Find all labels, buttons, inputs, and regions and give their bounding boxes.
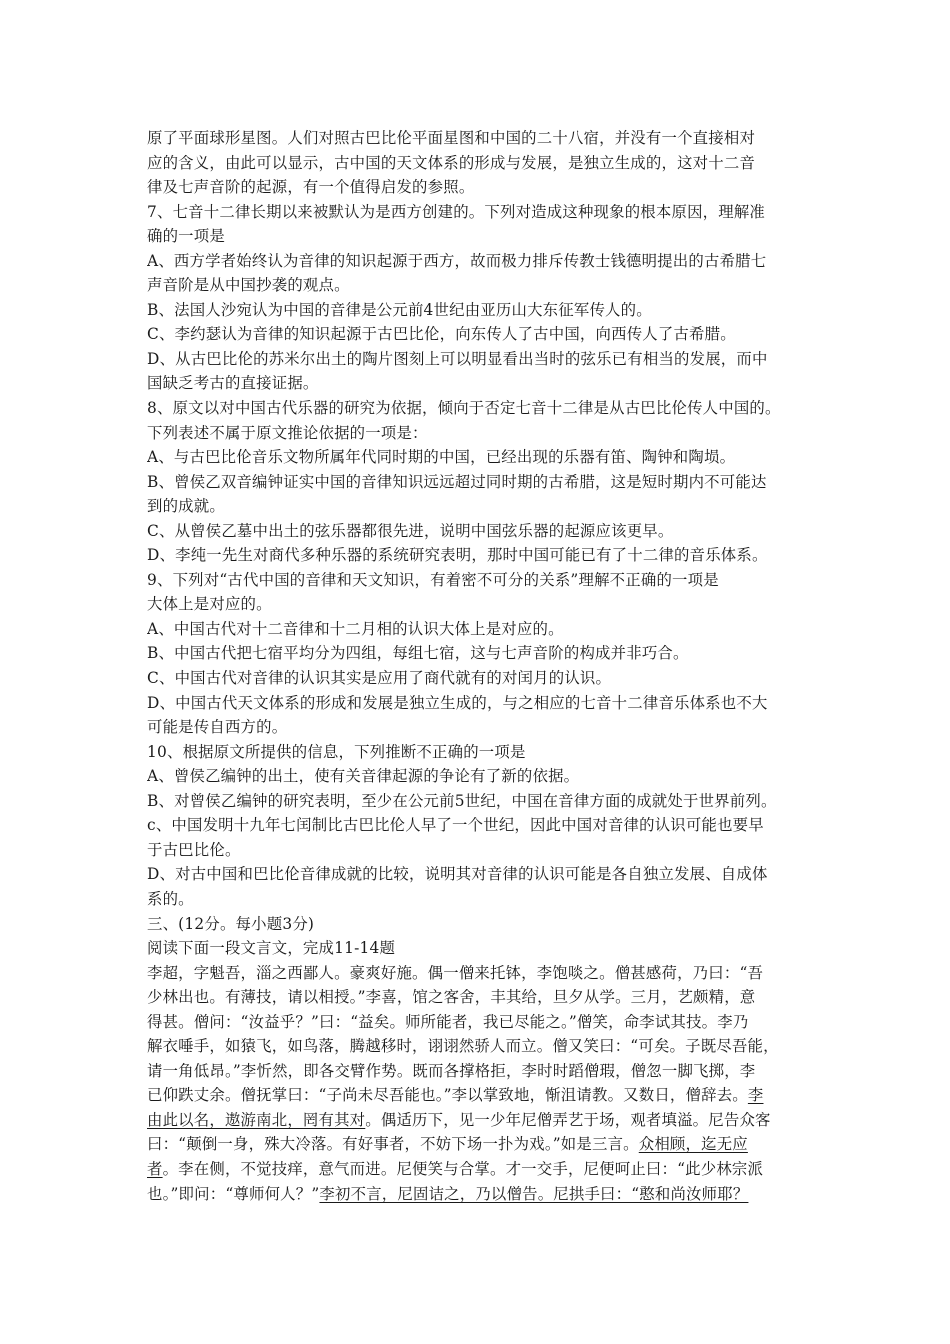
text-segment: 三、(12分。每小题3分): [147, 914, 315, 933]
text-segment: 得甚。僧问：“汝益乎？”曰：“益矣。师所能者，我已尽能之。”僧笑，命李试其技。李乃: [147, 1012, 749, 1031]
text-line: [147, 224, 837, 249]
text-segment: 7、七音十二律长期以来被默认为是西方创建的。下列对造成这种现象的根本原因，理解准: [147, 202, 766, 221]
text-segment: 大体上是对应的。: [147, 595, 272, 614]
text-line: [147, 740, 837, 765]
text-line: [147, 592, 837, 617]
text-line: [147, 200, 837, 225]
text-line: [147, 912, 837, 937]
text-segment: 原了平面球形星图。人们对照古巴比伦平面星图和中国的二十八宿，并没有一个直接相对: [147, 129, 756, 147]
text-line: [147, 1034, 837, 1059]
text-line: [147, 421, 837, 446]
text-segment: A、中国古代对十二音律和十二月相的认识大体上是对应的。: [147, 619, 564, 638]
text-line: [147, 764, 837, 789]
underlined-text: 李初不言，尼固诘之，乃以僧告。尼拱手曰：“憨和尚汝师耶？: [319, 1184, 749, 1203]
text-line: [147, 1083, 837, 1108]
text-line: [147, 445, 837, 470]
text-line: [147, 175, 837, 200]
text-line: [147, 273, 837, 298]
text-line: [147, 666, 837, 691]
text-line: [147, 347, 837, 372]
text-line: [147, 1010, 837, 1035]
text-line: [147, 862, 837, 887]
text-segment: 应的含义，由此可以显示，古中国的天文体系的形成与发展，是独立生成的，这对十二音: [147, 153, 756, 172]
underlined-text: 众相顾，迄无应: [638, 1135, 748, 1154]
text-line: [147, 936, 837, 961]
text-segment: 8、原文以对中国古代乐器的研究为依据，倾向于否定七音十二律是从古巴比伦传人中国的。: [147, 399, 781, 418]
text-segment: 解衣唾手，如猿飞，如鸟落，腾越移时，诩诩然骄人而立。僧又笑曰：“可矣。子既尽吾能，: [147, 1037, 779, 1056]
text-segment: A、西方学者始终认为音律的知识起源于西方，故而极力排斥传教士钱德明提出的古希腊七: [147, 251, 767, 270]
text-line: [147, 961, 837, 986]
text-segment: 于古巴比伦。: [147, 840, 241, 859]
text-line: [147, 396, 837, 421]
document-text: [147, 126, 837, 1206]
text-segment: D、对古中国和巴比伦音律成就的比较，说明其对音律的认识可能是各自独立发展、自成体: [147, 865, 768, 884]
text-line: [147, 1108, 837, 1133]
text-segment: C、李约瑟认为音律的知识起源于古巴比伦，向东传人了古中国，向西传人了古希腊。: [147, 325, 736, 344]
text-segment: 律及七声音阶的起源，有一个值得启发的参照。: [147, 178, 475, 197]
text-segment: 系的。: [147, 889, 194, 908]
text-segment: 少林出也。有薄技，请以相授。”李喜，馆之客舍，丰其给，旦夕从学。三月，艺颇精，意: [147, 988, 756, 1007]
underlined-text: 者: [147, 1159, 163, 1178]
text-segment: A、与古巴比伦音乐文物所属年代同时期的中国，已经出现的乐器有笛、陶钟和陶埙。: [147, 448, 736, 467]
text-segment: 9、下列对“古代中国的音律和天文知识，有着密不可分的关系”理解不正确的一项是: [147, 570, 719, 589]
text-segment: 李超，字魁吾，淄之西鄙人。豪爽好施。偶一僧来托钵，李饱啖之。僧甚感荷，乃曰：“吾: [147, 963, 764, 982]
text-segment: 国缺乏考古的直接证据。: [147, 374, 319, 393]
text-line: [147, 126, 837, 151]
text-segment: c、中国发明十九年七闰制比古巴比伦人早了一个世纪，因此中国对音律的认识可能也要早: [147, 816, 764, 835]
text-segment: B、对曾侯乙编钟的研究表明，至少在公元前5世纪，中国在音律方面的成就处于世界前列。: [147, 791, 777, 810]
text-segment: 下列表述不属于原文推论依据的一项是：: [147, 423, 428, 442]
text-line: [147, 494, 837, 519]
text-segment: D、李纯一先生对商代多种乐器的系统研究表明，那时中国可能已有了十二律的音乐体系。: [147, 546, 768, 565]
text-segment: B、法国人沙宛认为中国的音律是公元前4世纪由亚历山大东征军传人的。: [147, 300, 652, 319]
underlined-text: 李: [747, 1086, 764, 1105]
text-line: [147, 1157, 837, 1182]
text-segment: B、中国古代把七宿平均分为四组，每组七宿，这与七声音阶的构成并非巧合。: [147, 644, 689, 663]
text-line: [147, 1182, 837, 1207]
text-segment: D、中国古代天文体系的形成和发展是独立生成的，与之相应的七音十二律音乐体系也不大: [147, 693, 768, 712]
text-line: [147, 789, 837, 814]
text-line: [147, 838, 837, 863]
text-line: [147, 543, 837, 568]
text-segment: C、从曾侯乙墓中出土的弦乐器都很先进，说明中国弦乐器的起源应该更早。: [147, 521, 674, 540]
text-line: [147, 519, 837, 544]
text-segment: B、曾侯乙双音编钟证实中国的音律知识远远超过同时期的古希腊，这是短时期内不可能达: [147, 472, 767, 491]
text-line: [147, 1059, 837, 1084]
text-segment: 。偶适历下，见一少年尼僧弄艺于场，观者填溢。尼告众客: [365, 1110, 771, 1129]
text-line: [147, 298, 837, 323]
text-segment: A、曾侯乙编钟的出土，使有关音律起源的争论有了新的依据。: [147, 767, 580, 786]
text-segment: 曰：“颠倒一身，殊大冷落。有好事者，不妨下场一扑为戏。”如是三言。: [147, 1135, 639, 1154]
text-line: [147, 249, 837, 274]
text-segment: C、中国古代对音律的认识其实是应用了商代就有的对闰月的认识。: [147, 669, 612, 688]
text-segment: 到的成就。: [147, 497, 225, 516]
text-line: [147, 322, 837, 347]
text-segment: 可能是传自西方的。: [147, 718, 288, 737]
text-segment: D、从古巴比伦的苏米尔出土的陶片图刻上可以明显看出当时的弦乐已有相当的发展，而中: [147, 349, 768, 368]
text-segment: 确的一项是: [147, 227, 225, 246]
text-line: [147, 887, 837, 912]
text-line: [147, 1132, 837, 1157]
text-line: [147, 813, 837, 838]
text-line: [147, 568, 837, 593]
text-line: [147, 151, 837, 176]
text-segment: 已仰跌丈余。僧抚掌曰：“子尚未尽吾能也。”李以掌致地，惭沮请教。又数日，僧辞去。: [147, 1086, 748, 1105]
text-line: [147, 715, 837, 740]
text-segment: 。李在侧，不觉技痒，意气而进。尼便笑与合掌。才一交手，尼便呵止曰：“此少林宗派: [162, 1159, 764, 1178]
text-segment: 请一角低昂。”李忻然，即各交臂作势。既而各撑格拒，李时时蹈僧瑕，僧忽一脚飞掷，李: [147, 1061, 756, 1080]
text-segment: 声音阶是从中国抄袭的观点。: [147, 276, 350, 295]
underlined-text: 由此以名，遨游南北，罔有其对: [147, 1110, 366, 1129]
text-line: [147, 470, 837, 495]
text-line: [147, 985, 837, 1010]
text-segment: 阅读下面一段文言文，完成11-14题: [147, 939, 396, 958]
text-segment: 10、根据原文所提供的信息，下列推断不正确的一项是: [147, 742, 526, 761]
text-line: [147, 617, 837, 642]
text-line: [147, 691, 837, 716]
text-line: [147, 371, 837, 396]
text-line: [147, 641, 837, 666]
text-segment: 也。”即问：“尊师何人？”: [147, 1184, 320, 1203]
